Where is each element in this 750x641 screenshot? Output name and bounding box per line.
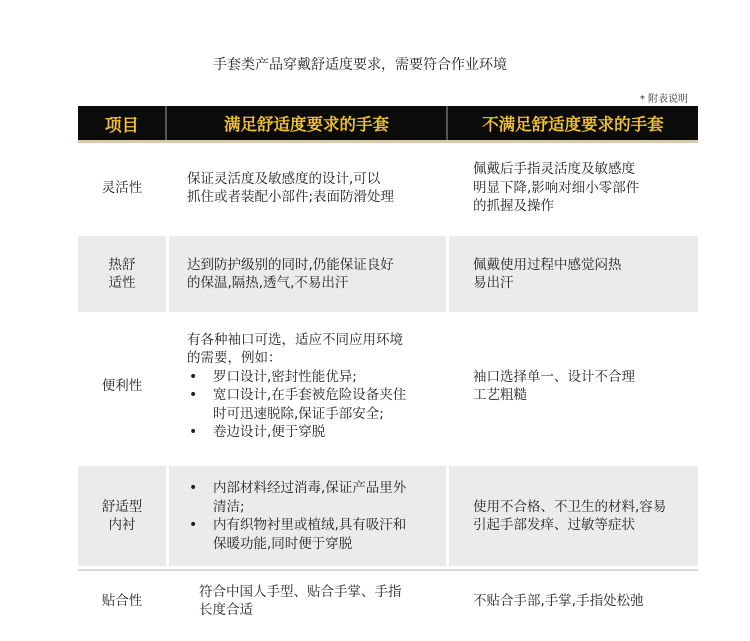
row-good-cell	[166, 576, 446, 626]
text-line: 的保温,隔热,透气,不易出汗	[187, 275, 349, 291]
row-good-cell	[166, 321, 446, 451]
table-row-comfort-lining	[78, 466, 698, 566]
text-line: 袖口选择单一、设计不合理	[473, 368, 635, 385]
row-bad-cell	[446, 143, 698, 233]
text-line: 清洁;	[213, 498, 245, 515]
header-bad: 不满足舒适度要求的手套	[446, 106, 698, 140]
row-bad-cell	[446, 236, 698, 312]
text-line: 内衬	[108, 517, 136, 533]
page-title: 手套类产品穿戴舒适度要求，需要符合作业环境	[213, 57, 507, 73]
text-line: 引起手部发痒、过敏等症状	[473, 517, 635, 533]
row-item-label: 灵活性	[101, 179, 143, 196]
list-item	[187, 516, 406, 553]
table-row-flexibility	[78, 143, 698, 233]
text-line: • 内有织物衬里或植绒,具有吸汗和	[213, 517, 407, 533]
text-line: • 宽口设计,在手套被危险设备夹住	[213, 387, 407, 403]
row-bad-cell	[446, 466, 698, 566]
table-row-fit	[78, 576, 698, 626]
text-line: 不贴合手部,手掌,手指处松弛	[473, 592, 644, 609]
text-line: 的抓握及操作	[473, 198, 554, 215]
text-line: 保暖功能,同时便于穿脱	[213, 535, 353, 552]
list-item	[187, 479, 406, 516]
text-line: • 卷边设计,便于穿脱	[213, 424, 326, 440]
table-row-convenience	[78, 321, 698, 451]
row-item-label: 便利性	[101, 377, 143, 394]
text-line: • 罗口设计,密封性能优异;	[213, 368, 357, 385]
table-row-thermal-comfort	[78, 236, 698, 312]
comparison-table	[78, 106, 698, 618]
text-line: 使用不合格、不卫生的材料,容易	[473, 498, 667, 515]
row-bad-cell	[446, 321, 698, 451]
text-line: 适性	[108, 275, 136, 291]
header-good: 满足舒适度要求的手套	[165, 106, 445, 140]
row-good-cell	[166, 236, 446, 312]
table-header	[78, 106, 698, 143]
text-line: 易出汗	[473, 275, 514, 291]
text-line: 工艺粗糙	[473, 387, 527, 403]
text-line: • 内部材料经过消毒,保证产品里外	[213, 480, 407, 496]
header-item: 项目	[104, 115, 139, 136]
text-line: 热舒	[108, 256, 136, 273]
text-line: 明显下降,影响对细小零部件	[473, 179, 640, 196]
bullet-list	[187, 368, 406, 442]
row-good-cell	[166, 143, 446, 233]
text-line: 佩戴使用过程中感觉闷热	[473, 256, 622, 273]
text-line: 达到防护级别的同时,仍能保证良好	[187, 256, 394, 273]
list-item	[187, 386, 406, 423]
text-line: 有各种袖口可选，适应不同应用环境	[187, 331, 403, 348]
text-line: 时可迅速脱除,保证手部安全;	[213, 405, 384, 422]
text-line: 佩戴后手指灵活度及敏感度	[473, 161, 635, 178]
row-item-label: 贴合性	[101, 592, 143, 609]
text-line: 保证灵活度及敏感度的设计,可以	[187, 170, 381, 187]
row-item-label	[78, 236, 166, 312]
text-line: 的需要，例如：	[187, 350, 282, 366]
row-item-label	[78, 466, 166, 566]
text-line: 抓住或者装配小部件;表面防滑处理	[187, 189, 395, 205]
row-bad-cell	[446, 576, 698, 626]
list-item	[187, 423, 406, 442]
bullet-list	[187, 479, 406, 553]
text-line: 符合中国人手型、贴合手掌、手指	[199, 583, 402, 600]
table-note: * 附表说明	[639, 94, 688, 105]
list-item	[187, 368, 406, 387]
row-good-cell	[166, 466, 446, 566]
text-line: 舒适型	[101, 498, 143, 515]
text-line: 长度合适	[199, 602, 253, 618]
row-divider	[78, 569, 698, 571]
